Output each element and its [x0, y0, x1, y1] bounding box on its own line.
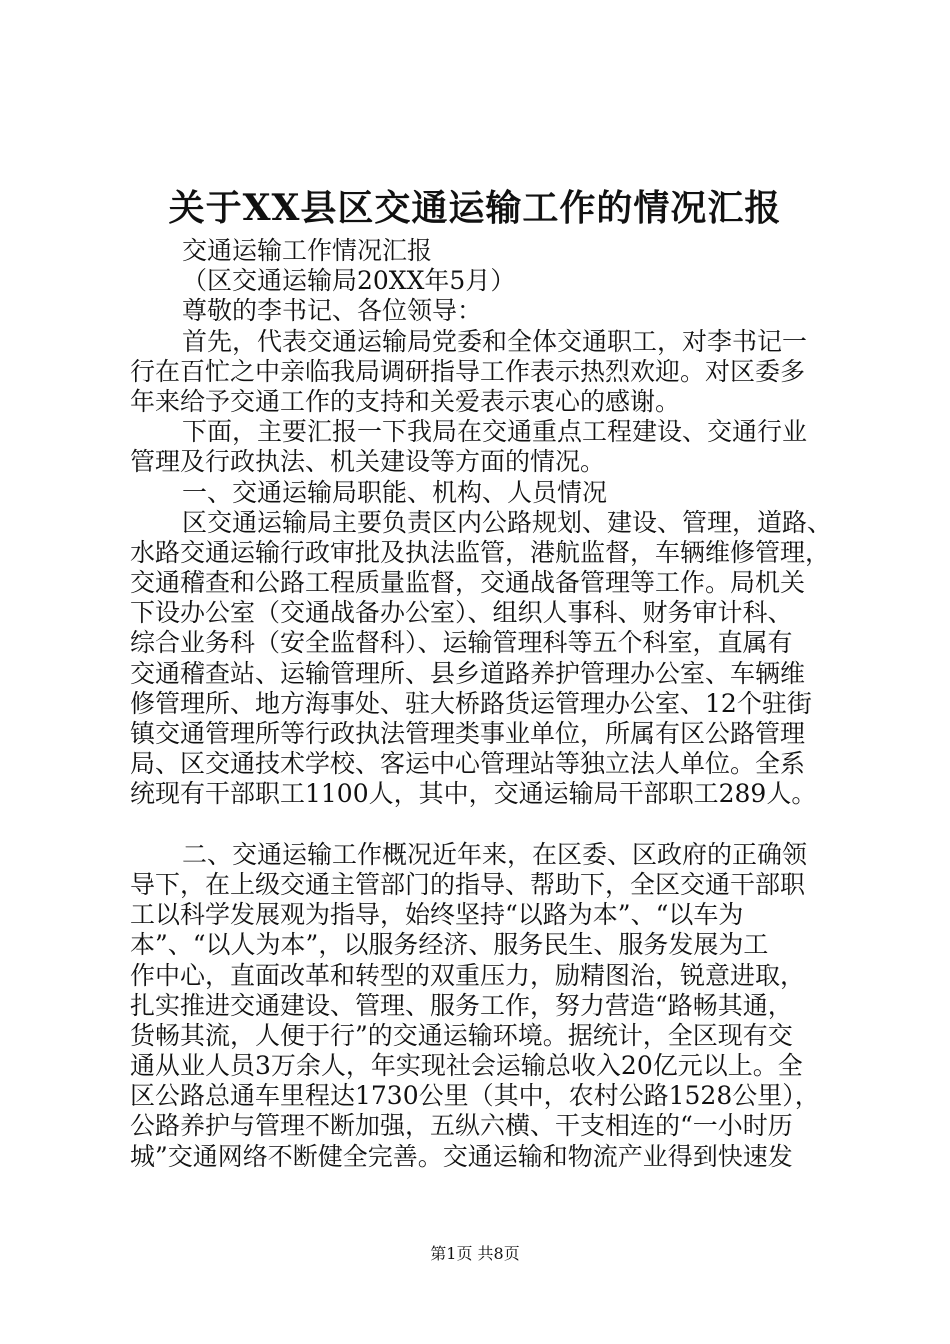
text-line: 行在百忙之中亲临我局调研指导工作表示热烈欢迎。对区委多 [130, 356, 806, 386]
text-line: 年来给予交通工作的支持和关爱表示衷心的感谢。 [130, 386, 681, 416]
text-line: 区公路总通车里程达1730公里（其中，农村公路1528公里）， [130, 1081, 820, 1111]
text-line: 区交通运输局主要负责区内公路规划、建设、管理，道路、 [182, 507, 833, 537]
text-line: 首先，代表交通运输局党委和全体交通职工，对李书记一 [182, 326, 808, 356]
text-line: 扎实推进交通建设、管理、服务工作，努力营造“路畅其通， [130, 990, 793, 1020]
text-line: 水路交通运输行政审批及执法监管，港航监督，车辆维修管理， [130, 537, 831, 567]
text-line: 本”、“以人为本”，以服务经济、服务民生、服务发展为工 [130, 930, 769, 960]
text-line: 通从业人员3万余人，年实现社会运输总收入20亿元以上。全 [130, 1051, 803, 1081]
text-line: 城”交通网络不断健全完善。交通运输和物流产业得到快速发 [130, 1141, 793, 1171]
text-line: 下设办公室（交通战备办公室）、组织人事科、财务审计科、 [130, 598, 793, 628]
page-footer: 第1页 共8页 [430, 1244, 520, 1263]
date-line: （区交通运输局20XX年5月） [182, 266, 516, 296]
text-line: 修管理所、地方海事处、驻大桥路货运管理办公室、12个驻街 [130, 688, 812, 718]
document-body [130, 236, 833, 1172]
text-line: 镇交通管理所等行政执法管理类事业单位，所属有区公路管理 [130, 719, 806, 748]
document-title: 关于XX县区交通运输工作的情况汇报 [168, 187, 782, 229]
text-line: 交通稽查站、运输管理所、县乡道路养护管理办公室、车辆维 [130, 658, 806, 688]
text-line: 导下，在上级交通主管部门的指导、帮助下，全区交通干部职 [130, 869, 806, 899]
section-heading: 二、交通运输工作概况近年来，在区委、区政府的正确领 [182, 839, 808, 869]
subtitle-line: 交通运输工作情况汇报 [182, 236, 433, 265]
text-line: 局、区交通技术学校、客运中心管理站等独立法人单位。全系 [130, 749, 806, 779]
section-heading: 一、交通运输局职能、机构、人员情况 [182, 477, 608, 507]
salutation-line: 尊敬的李书记、各位领导： [182, 296, 483, 326]
text-line: 下面，主要汇报一下我局在交通重点工程建设、交通行业 [182, 417, 808, 447]
text-line: 管理及行政执法、机关建设等方面的情况。 [130, 447, 606, 477]
text-line: 货畅其流，人便于行”的交通运输环境。据统计，全区现有交 [130, 1020, 793, 1050]
text-line: 作中心，直面改革和转型的双重压力，励精图治，锐意进取， [130, 960, 806, 990]
text-line: 统现有干部职工1100人，其中，交通运输局干部职工289人。 [130, 779, 817, 809]
text-line: 工以科学发展观为指导，始终坚持“以路为本”、“以车为 [130, 900, 744, 930]
paragraph-gap [130, 810, 830, 840]
text-line: 综合业务科（安全监督科）、运输管理科等五个科室，直属有 [130, 628, 793, 658]
text-line: 交通稽查和公路工程质量监督，交通战备管理等工作。局机关 [130, 568, 806, 598]
text-line: 公路养护与管理不断加强，五纵六横、干支相连的“一小时历 [130, 1111, 793, 1141]
